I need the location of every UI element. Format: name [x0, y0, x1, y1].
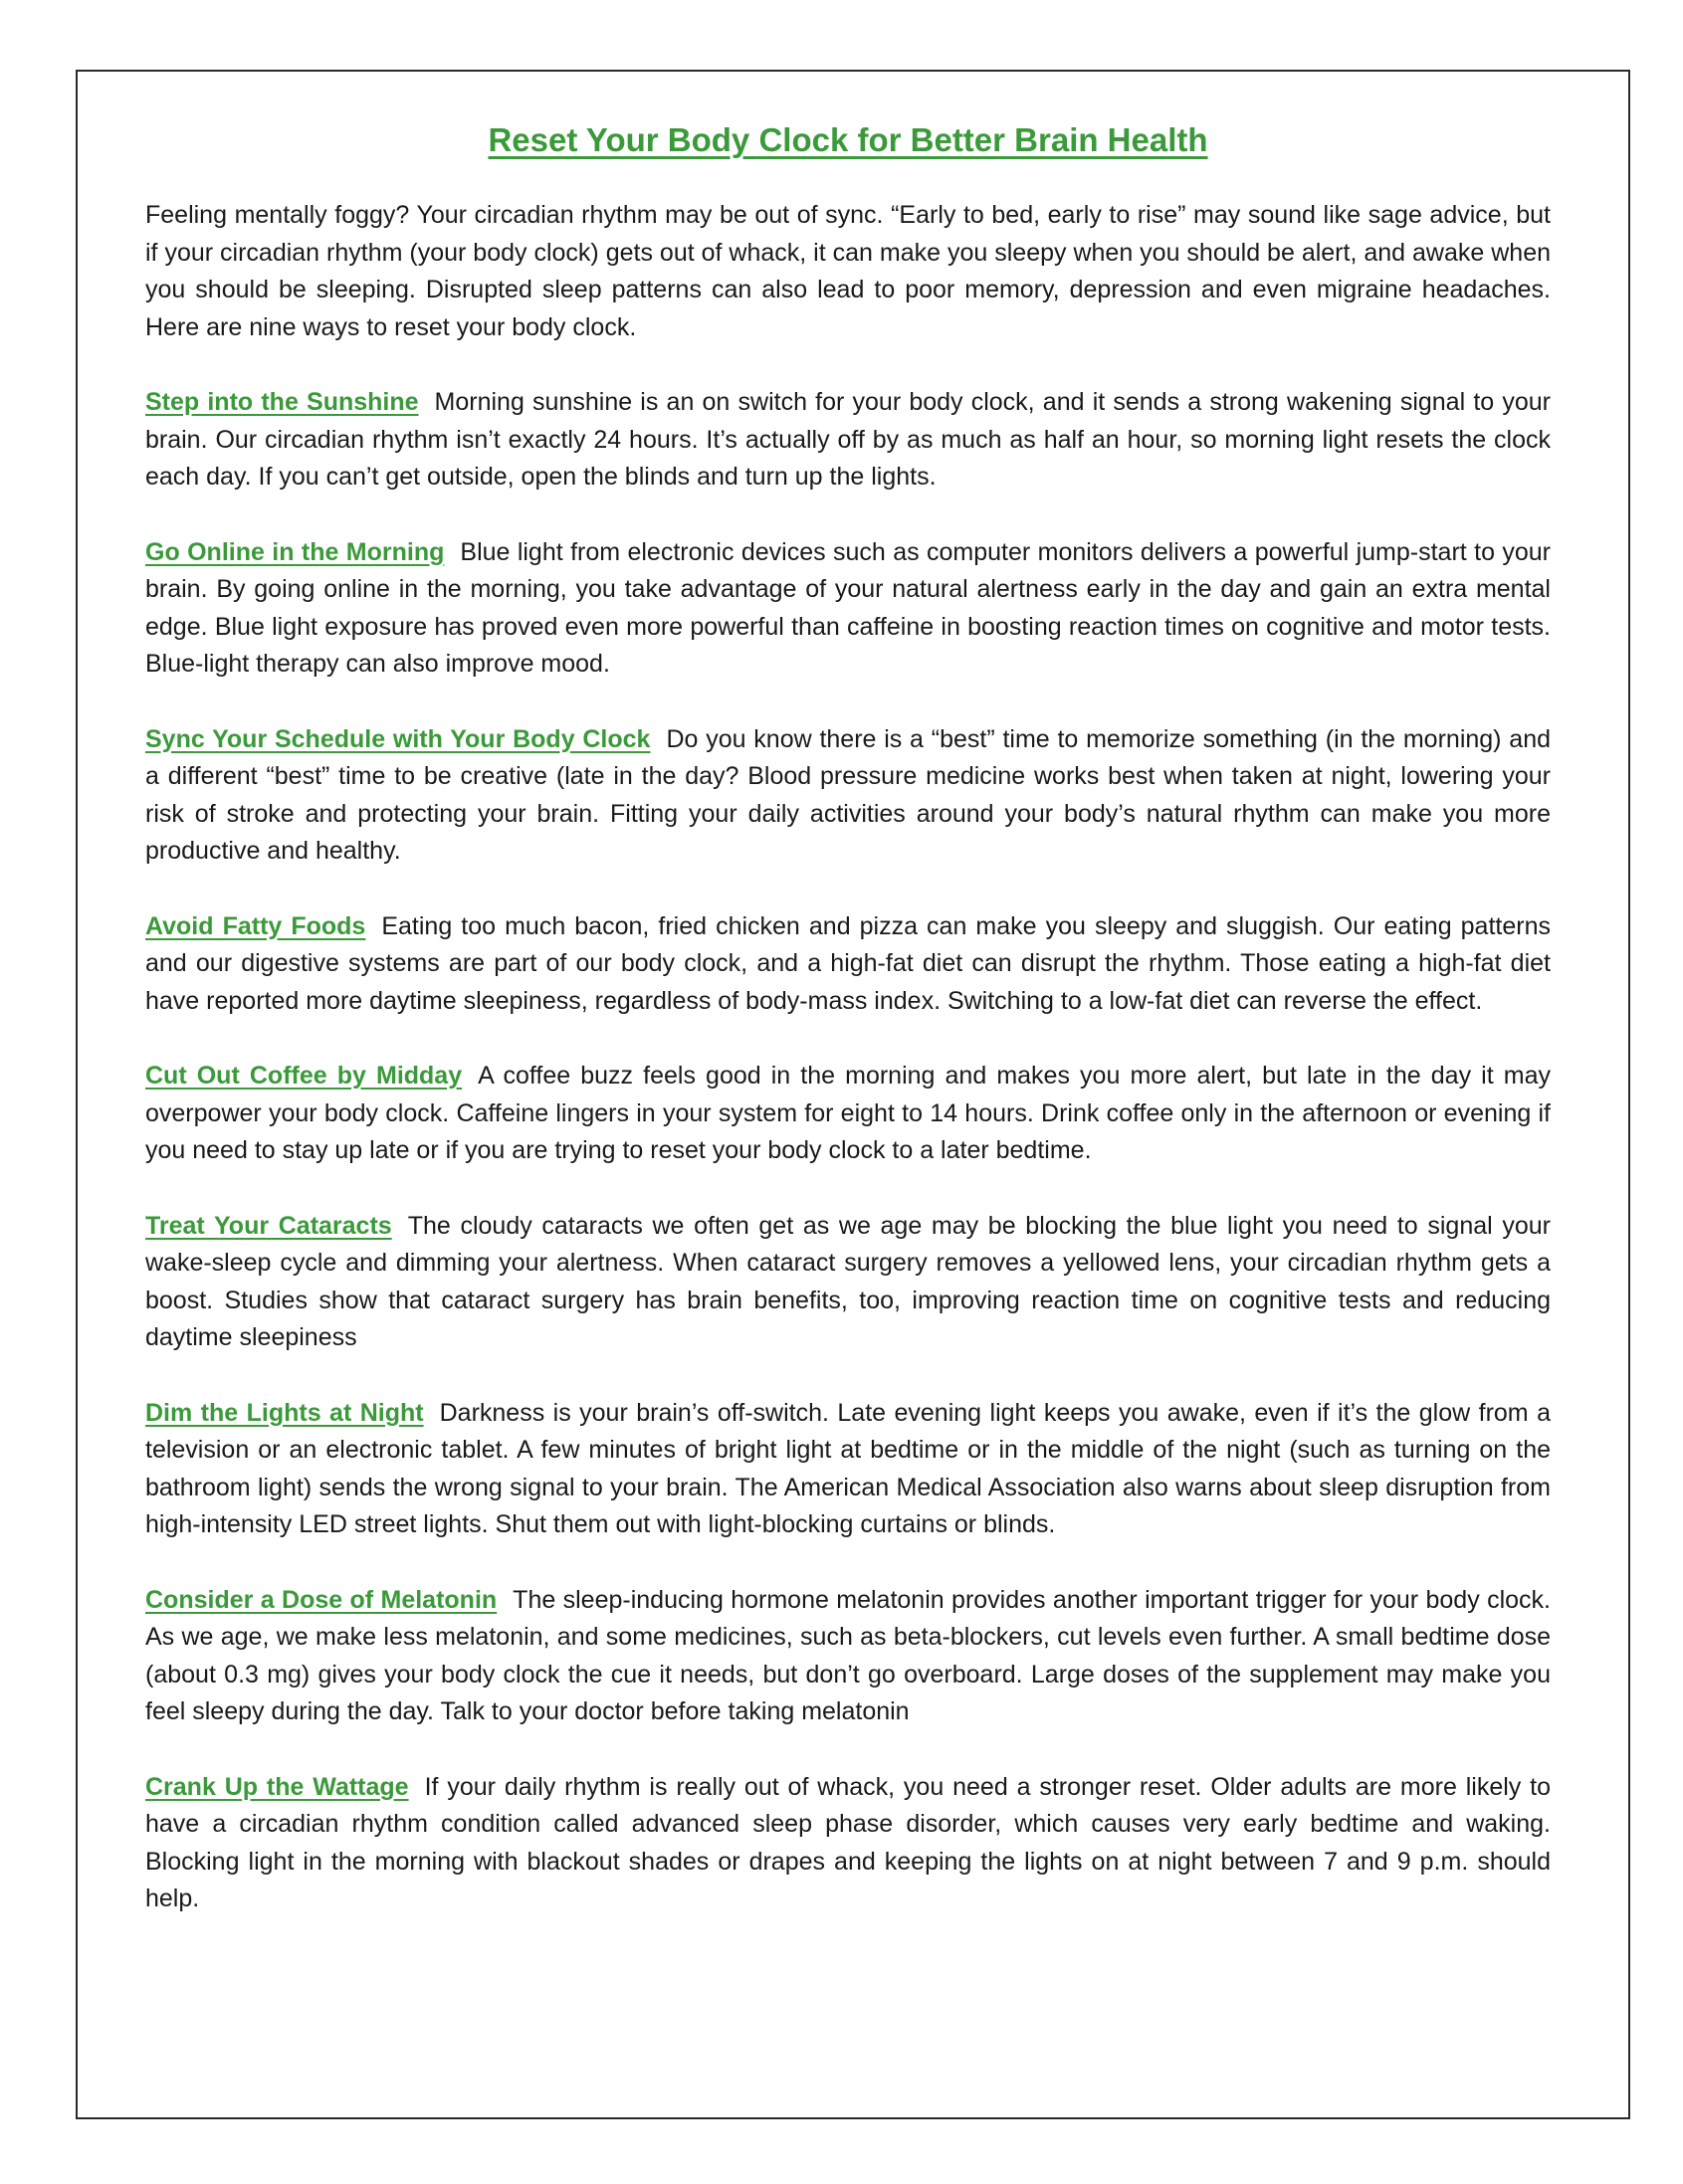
section-text: The sleep-inducing hormone melatonin provides another important trigger for your body clock. As we age, we make less melatonin, and some medicines, such as beta-blockers, cut levels even further. A small bedtime dose (about 0.3 mg) gives your body clock the cue it needs, but don’t go overboard. Large doses of the supplement may make you feel sleepy during the day. Talk to your doctor before taking melatonin — [145, 1585, 1551, 1725]
section-text: The cloudy cataracts we often get as we age may be blocking the blue light you need to signal your wake-sleep cycle and dimming your alertness. When cataract surgery removes a yellowed lens, your circadian rhythm gets a boost. Studies show that cataract surgery has brain benefits, too, improving reaction time on cognitive tests and reducing daytime sleepiness — [145, 1211, 1551, 1351]
section-online-morning — [145, 534, 1551, 684]
section-text: Morning sunshine is an on switch for your body clock, and it sends a strong wakening signal to your brain. Our circadian rhythm isn’t exactly 24 hours. It’s actually off by as much as half an hour, so morning light resets the clock each day. If you can’t get outside, open the blinds and turn up the lights. — [145, 388, 1551, 491]
section-heading: Consider a Dose of Melatonin — [145, 1585, 498, 1614]
section-heading: Step into the Sunshine — [145, 388, 419, 416]
document-body — [145, 117, 1551, 1956]
section-melatonin — [145, 1582, 1551, 1731]
section-heading: Cut Out Coffee by Midday — [145, 1062, 463, 1090]
intro-paragraph: Feeling mentally foggy? Your circadian rhythm may be out of sync. “Early to bed, early to rise” may sound like sage advice, but if your circadian rhythm (your body clock) gets out of whack, it can make you sleepy when you should be alert, and awake when you should be sleeping. Disrupted sleep patterns can also lead to poor memory, depression and even migraine headaches. Here are nine ways to reset your body clock. — [145, 201, 1551, 341]
section-heading: Treat Your Cataracts — [145, 1211, 392, 1240]
section-text: A coffee buzz feels good in the morning and makes you more alert, but late in the day it may overpower your body clock. Caffeine lingers in your system for eight to 14 hours. Drink coffee only in the afternoon or evening if you need to stay up late or if you are trying to reset your body clock to a later bedtime. — [145, 1062, 1551, 1164]
section-dim-lights — [145, 1395, 1551, 1544]
section-heading: Crank Up the Wattage — [145, 1772, 409, 1801]
section-heading: Go Online in the Morning — [145, 537, 445, 566]
section-text: If your daily rhythm is really out of whack, you need a stronger reset. Older adults are more likely to have a circadian rhythm condition called advanced sleep phase disorder, which causes very early bedtime and waking. Blocking light in the morning with blackout shades or drapes and keeping the lights on at night between 7 and 9 p.m. should help. — [145, 1772, 1552, 1912]
section-fatty-foods — [145, 908, 1551, 1021]
section-heading: Dim the Lights at Night — [145, 1398, 424, 1427]
section-heading: Sync Your Schedule with Your Body Clock — [145, 724, 651, 753]
section-sunshine — [145, 384, 1551, 496]
section-text: Do you know there is a “best” time to memorize something (in the morning) and a different “best” time to be creative (late in the day? Blood pressure medicine works best when taken at night, lowering your risk of stroke and protecting your brain. Fitting your daily activities around your body’s natural rhythm can make you more productive and healthy. — [145, 724, 1551, 865]
section-coffee — [145, 1058, 1551, 1170]
section-sync-schedule — [145, 721, 1551, 871]
document-title: Reset Your Body Clock for Better Brain Health — [488, 121, 1208, 158]
section-heading: Avoid Fatty Foods — [145, 911, 366, 940]
section-text: Darkness is your brain’s off-switch. Late evening light keeps you awake, even if it’s the glow from a television or an electronic tablet. A few minutes of bright light at bedtime or in the middle of the night (such as turning on the bathroom light) sends the wrong signal to your brain. The American Medical Association also warns about sleep disruption from high-intensity LED street lights. Shut them out with light-blocking curtains or blinds. — [145, 1398, 1551, 1538]
section-wattage — [145, 1769, 1551, 1918]
section-text: Eating too much bacon, fried chicken and pizza can make you sleepy and sluggish. Our eating patterns and our digestive systems are part of our body clock, and a high-fat diet can disrupt the rhythm. Those eating a high-fat diet have reported more daytime sleepiness, regardless of body-mass index. Switching to a low-fat diet can reverse the effect. — [145, 911, 1551, 1015]
section-cataracts — [145, 1208, 1551, 1357]
section-text: Blue light from electronic devices such as computer monitors delivers a powerful jump-start to your brain. By going online in the morning, you take advantage of your natural alertness early in the day and gain an extra mental edge. Blue light exposure has proved even more powerful than caffeine in boosting reaction times on cognitive and motor tests. Blue-light therapy can also improve mood. — [145, 537, 1552, 678]
